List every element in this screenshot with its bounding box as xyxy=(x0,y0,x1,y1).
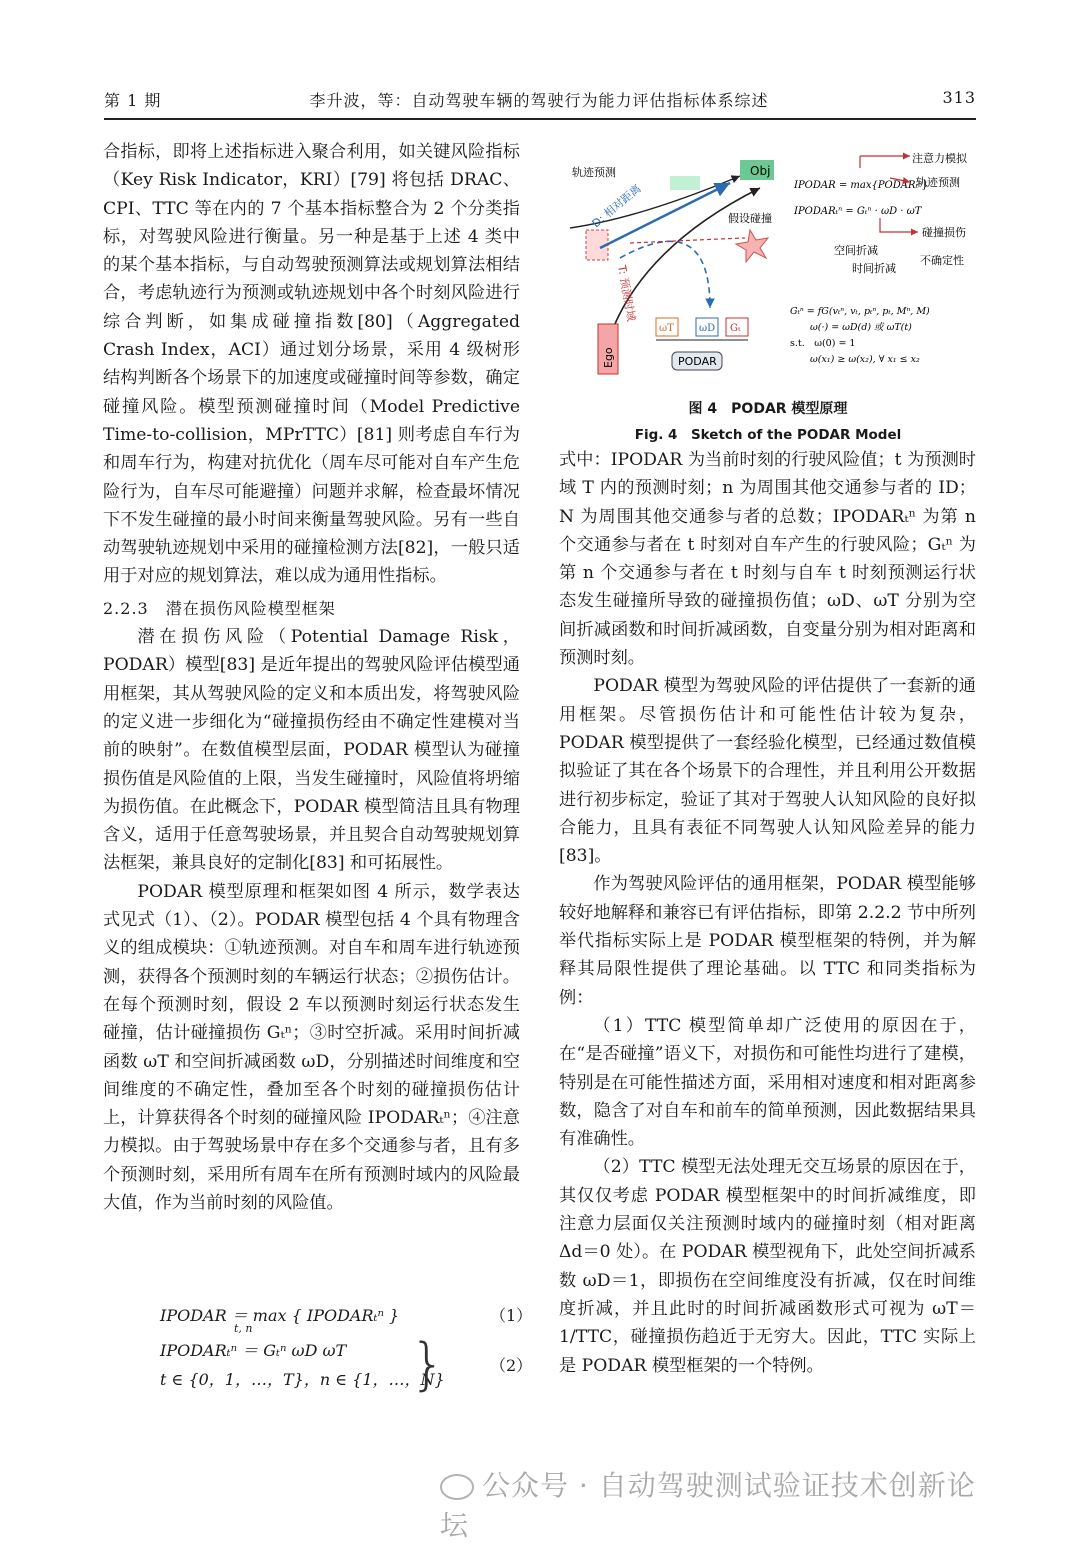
wechat-icon xyxy=(440,1474,474,1500)
time-reduce-label: 时间折减 xyxy=(852,262,896,275)
figure-caption-cn: 图 4 PODAR 模型原理 xyxy=(688,401,848,417)
collision-damage-label: 碰撞损伤 xyxy=(922,226,966,239)
right-paragraph-5: （2）TTC 模型无法处理无交互场景的原因在于，其仅仅考虑 PODAR 模型框架中的时间折减维度，即注意力层面仅关注预测时域内的碰撞时刻（相对距离 Δd＝0 处）。在 PODAR 模型视角下，此处空间折减系数 ωD＝1，即损伤在空间维度没有折减，仅在时间维度折减，并且此时的时间折减函数形式可视为 ωT＝1/TTC，碰撞损伤趋近于无穷大。因此，TTC 实际上是 PODAR 模型框架的一个特例。 xyxy=(559,1157,976,1376)
left-paragraph-3: PODAR 模型原理和框架如图 4 所示，数学表达式见式（1）、（2）。PODAR 模型包括 4 个具有物理含义的组成模块：①轨迹预测。对自车和周车进行轨迹预测，获得各个预测时刻的车辆运行状态；②损伤估计。在每个预测时刻，假设 2 车以预测时刻运行状态发生碰撞，估计碰撞损伤 Gₜⁿ；③时空折减。采用时间折减函数 ωT 和空间折减函数 ωD，分别描述时间维度和空间维度的不确定性，叠加至各个时刻的碰撞损伤估计上，计算获得各个时刻的碰撞风险 IPODARₜⁿ；④注意力模拟。由于驾驶场景中存在多个交通参与者，且有多个预测时刻，采用所有周车在所有预测时域内的风险最大值，作为当前时刻的风险值。 xyxy=(103,881,520,1213)
left-paragraph-2: 潜在损伤风险（Potential Damage Risk，PODAR）模型[83] 是近年提出的驾驶风险评估模型通用框架，其从驾驶风险的定义和本质出发，将驾驶风险的定义进一步细化为“碰撞损伤经由不确定性建模对当前的映射”。在数值模型层面，PODAR 模型认为碰撞损伤值是风险值的上限，当发生碰撞时，风险值将坍缩为损伤值。在此概念下，PODAR 模型简洁且具有物理含义，适用于任意驾驶场景，并且契合自动驾驶规划算法框架，兼具良好的定制化[83] 和可拓展性。 xyxy=(103,627,520,874)
issue-label: 第 1 期 xyxy=(104,91,162,110)
traj-pred-label: 轨迹预测 xyxy=(572,166,616,179)
obj-label: Obj xyxy=(750,164,771,178)
equation-2-line-1: IPODARₜⁿ ＝ Gₜⁿ ωD ωT xyxy=(160,1341,347,1360)
podar-box-label: PODAR xyxy=(678,355,717,368)
formula-4: ω(·) = ωD(d) 或 ωT(t) xyxy=(810,322,912,333)
formula-5: s.t. ω(0) = 1 xyxy=(790,338,856,349)
right-paragraph-2: PODAR 模型为驾驶风险的评估提供了一套新的通用框架。尽管损伤估计和可能性估计较为复杂，PODAR 模型提供了一套经验化模型，已经通过数值模拟验证了其在各个场景下的合理性，并且利用公开数据进行初步标定，验证了其对于驾驶人认知风险的良好拟合能力，且具有表征不同驾驶人认知风险差异的能力[83]。 xyxy=(559,676,976,867)
right-paragraph-3: 作为驾驶风险评估的通用框架，PODAR 模型能够较好地解释和兼容已有评估指标，即第 2.2.2 节中所列举代指标实际上是 PODAR 模型框架的特例，并为解释其局限性提供了理论基础。以 TTC 和同类指标为例： xyxy=(559,874,976,1008)
equation-1: IPODAR ＝ max { IPODARₜⁿ } xyxy=(160,1306,400,1325)
uncertainty-label: 不确定性 xyxy=(920,254,964,267)
pred-time-label: T: 预测时域 xyxy=(615,264,638,323)
podar-diagram xyxy=(560,148,976,380)
equation-1-number: （1） xyxy=(490,1306,533,1325)
right-paragraph-4: （1）TTC 模型简单却广泛使用的原因在于，在“是否碰撞”语义下，对损伤和可能性均进行了建模，特别是在可能性描述方面，采用相对速度和相对距离参数，隐含了对自车和前车的简单预测，因此数据结果具有准确性。 xyxy=(559,1015,976,1150)
left-column xyxy=(103,138,520,1217)
omega-t-label: ωT xyxy=(659,323,674,334)
equation-brace: } xyxy=(410,1332,446,1397)
omega-d-label: ωD xyxy=(699,323,716,334)
equation-1-subscript: t, n xyxy=(234,1322,253,1335)
ego-label: Ego xyxy=(602,347,615,368)
figure-caption-en: Fig. 4 Sketch of the PODAR Model xyxy=(634,427,902,443)
equation-2-number: （2） xyxy=(490,1356,533,1375)
formula-1: IPODAR = max{PODARₜⁿ} xyxy=(794,180,929,191)
space-reduce-label: 空间折减 xyxy=(834,244,878,257)
right-column xyxy=(559,446,976,1380)
g-t-label: Gₜ xyxy=(730,323,741,334)
assume-collision-label: 假设碰撞 xyxy=(728,212,772,225)
attention-label: 注意力模拟 xyxy=(912,152,967,165)
equation-2-line-2: t ∈ {0，1，…，T}，n ∈ {1，…，N} xyxy=(160,1370,445,1389)
running-header xyxy=(104,88,976,116)
formula-3: Gₜⁿ = fG(vₜⁿ, vₜ, pₜⁿ, pₜ, Mⁿ, M) xyxy=(790,306,930,317)
rel-dist-label: D: 相对距离 xyxy=(589,181,644,231)
running-title: 李升波，等：自动驾驶车辆的驾驶行为能力评估指标体系综述 xyxy=(309,91,769,110)
left-paragraph-1: 合指标，即将上述指标进入聚合利用，如关键风险指标（Key Risk Indicator，KRI）[79] 将包括 DRAC、CPI、TTC 等在内的 7 个基本指标整合为 2 个分类指标，对驾驶风险进行衡量。另一种是基于上述 4 类中的某个基本指标，与自动驾驶预测算法或规划算法相结合，考虑轨迹行为预测或轨迹规划中各个时刻风险进行综合判断，如集成碰撞指数[80]（Aggregated Crash Index，ACI）通过划分场景，采用 4 级树形结构判断各个场景下的加速度或碰撞时间等参数，确定碰撞风险。模型预测碰撞时间（Model Predictive Time-to-collision，MPrTTC）[81] 则考虑自车行为和周车行为，构建对抗优化（周车尽可能对自车产生危险行为，自车尽可能避撞）问题并求解，检查最坏情况下不发生碰撞的最小时间来衡量驾驶风险。另有一些自动驾驶轨迹规划中采用的碰撞检测方法[82]，一般只适用于对应的规划算法，难以成为通用性指标。 xyxy=(103,142,520,587)
section-heading: 2.2.3 潜在损伤风险模型框架 xyxy=(103,598,336,618)
page-number: 313 xyxy=(942,88,976,107)
traj-pred-label-2: 轨迹预测 xyxy=(916,176,960,189)
formula-6: ω(x₁) ≥ ω(x₂), ∀ x₁ ≤ x₂ xyxy=(810,354,920,365)
formula-2: IPODARₜⁿ = Gₜⁿ · ωD · ωT xyxy=(794,206,922,217)
watermark xyxy=(440,1464,1000,1542)
figure-podar xyxy=(560,148,976,380)
header-rule xyxy=(104,118,976,120)
watermark-text: 公众号 · 自动驾驶测试验证技术创新论坛 xyxy=(440,1469,976,1542)
right-paragraph-1: 式中：IPODAR 为当前时刻的行驶风险值；t 为预测时域 T 内的预测时刻；n 为周围其他交通参与者的 ID；N 为周围其他交通参与者的总数；IPODARₜⁿ 为第 n 个交通参与者在 t 时刻对自车产生的行驶风险；Gₜⁿ 为第 n 个交通参与者在 t 时刻与自车 t 时刻预测运行状态发生碰撞所导致的碰撞损伤值；ωD、ωT 分别为空间折减函数和时间折减函数，自变量分别为相对距离和预测时刻。 xyxy=(559,450,976,669)
